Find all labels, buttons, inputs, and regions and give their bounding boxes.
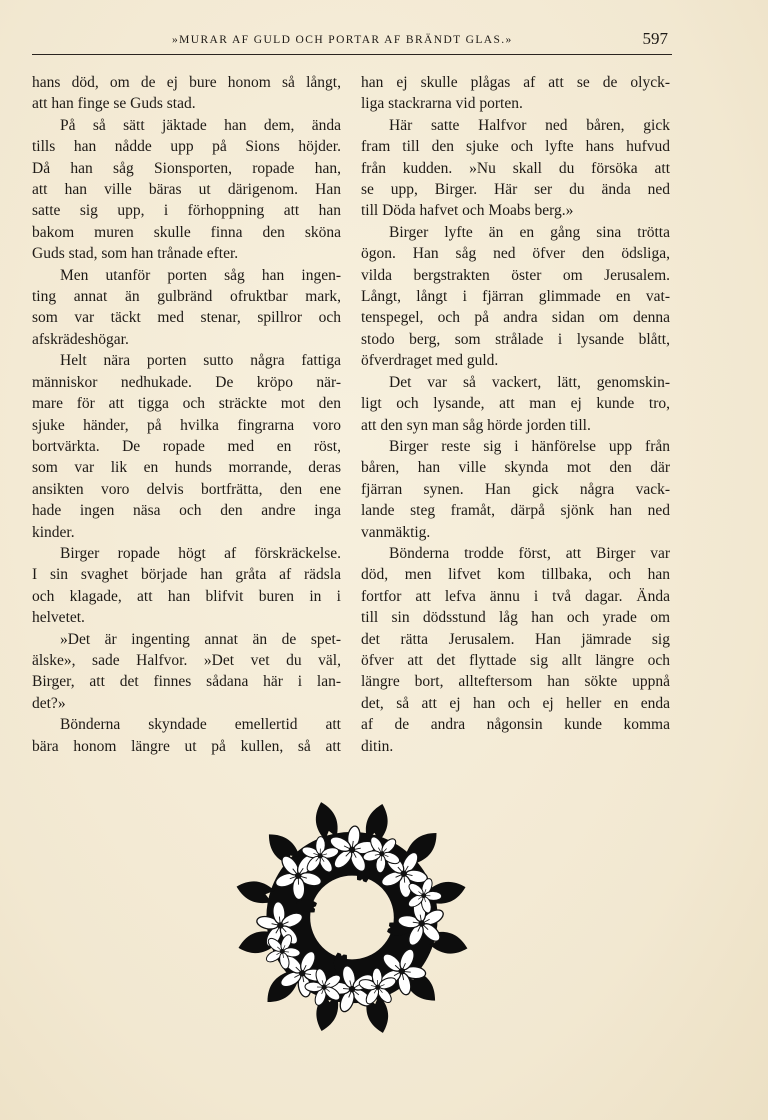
paragraph xyxy=(361,372,670,436)
paragraph xyxy=(361,436,670,543)
text-line: att den syn man såg hörde jorden till. xyxy=(361,416,591,434)
text-line: ditin. xyxy=(361,737,394,755)
text-line: sjuke händer, på hvilka fingrarna voro xyxy=(32,416,341,434)
text-line: det?» xyxy=(32,694,66,712)
text-line: satte sig upp, i förhoppning att han xyxy=(32,202,341,220)
text-line: det, så att ej han och ej heller en enda xyxy=(361,694,670,712)
text-line: Birger, att det finnes sådana här i lan- xyxy=(32,673,341,691)
text-line: mare för att tigga och sträckte mot den xyxy=(32,395,341,413)
paragraph xyxy=(361,115,670,222)
text-line: älske», sade Halfvor. »Det vet du väl, xyxy=(32,651,341,669)
text-line: Birger ropade högt af förskräckelse. xyxy=(60,544,341,562)
right-column xyxy=(361,72,670,757)
text-line: vanmäktig. xyxy=(361,523,431,541)
text-line: tenspegel, och på andra sidan om denna xyxy=(361,309,670,327)
paragraph xyxy=(32,350,341,543)
text-line: hade ingen näsa och den andre inga xyxy=(32,502,341,520)
text-line: Här satte Halfvor ned båren, gick xyxy=(389,116,670,134)
flower-wreath-icon xyxy=(232,800,472,1035)
text-line: Helt nära porten sutto några fattiga xyxy=(60,352,341,370)
text-line: till Döda hafvet och Moabs berg.» xyxy=(361,202,574,220)
text-line: se upp, Birger. Här ser du ända ned xyxy=(361,181,670,199)
paragraph xyxy=(361,222,670,372)
text-line: båren, han ville skynda mot den där xyxy=(361,459,670,477)
text-line: ögon. Han såg ned öfver den ödsliga, xyxy=(361,245,670,263)
text-line: det rätta Jerusalem. Han jämrade sig xyxy=(361,630,670,648)
text-line: stodo berg, som strålade i lysande blått, xyxy=(361,330,670,348)
text-line: Bönderna skyndade emellertid att xyxy=(60,716,341,734)
text-line: som var täckt med stenar, spillror och xyxy=(32,309,341,327)
text-line: fortfor att lefva ännu i två dagar. Ända xyxy=(361,587,670,605)
paragraph xyxy=(32,543,341,629)
paragraph xyxy=(32,72,341,115)
text-line: helvetet. xyxy=(32,609,85,627)
text-line: som var lik en hunds morrande, deras xyxy=(32,459,341,477)
paragraph xyxy=(361,543,670,757)
text-line: På så sätt jäktade han dem, ända xyxy=(60,116,341,134)
text-line: ligt och lysande, att man ej kunde tro, xyxy=(361,395,670,413)
page-number: 597 xyxy=(642,29,668,48)
text-line: människor nedhukade. De kröpo när- xyxy=(32,373,341,391)
paragraph xyxy=(32,714,341,757)
text-line: Det var så vackert, lätt, genomskin- xyxy=(389,373,670,391)
text-line: Bönderna trodde först, att Birger var xyxy=(389,544,670,562)
text-line: att han ville bäras ut därigenom. Han xyxy=(32,181,341,199)
running-title: »MURAR AF GULD OCH PORTAR AF BRÄNDT GLAS.» xyxy=(172,34,513,46)
paragraph xyxy=(361,72,670,115)
paragraph xyxy=(32,115,341,265)
text-line: ansikten voro delvis bortfrätta, den ene xyxy=(32,480,341,498)
text-line: fram till den sjuke och lyfte hans hufvud xyxy=(361,138,670,156)
text-line: till sin dödsstund låg han och yrade om xyxy=(361,609,670,627)
text-line: fjärran synen. Han gick några vack- xyxy=(361,480,670,498)
text-line: »Det är ingenting annat än de spet- xyxy=(60,630,341,648)
text-line: längre bort, allteftersom han sökte uppnå xyxy=(361,673,670,691)
left-column xyxy=(32,72,341,757)
text-line: Birger lyfte än en gång sina trötta xyxy=(389,223,670,241)
text-line: afskrädeshögar. xyxy=(32,330,129,348)
text-line: bära honom längre ut på kullen, så att xyxy=(32,737,341,755)
text-line: lande steg framåt, därpå sjönk han ned xyxy=(361,502,670,520)
text-line: bortvärkta. De ropade med en röst, xyxy=(32,437,341,455)
paragraph xyxy=(32,265,341,351)
text-line: ting annat än gulbränd ofruktbar mark, xyxy=(32,288,341,306)
text-line: öfverdraget med guld. xyxy=(361,352,499,370)
text-line: från kudden. »Nu skall du försöka att xyxy=(361,159,670,177)
text-line: kinder. xyxy=(32,523,75,541)
text-line: Guds stad, som han trånade efter. xyxy=(32,245,239,263)
text-line: död, men lifvet kom tillbaka, och han xyxy=(361,566,670,584)
text-line: han ej skulle plågas af att se de olyck- xyxy=(361,74,670,91)
text-line: Då han såg Sionsporten, ropade han, xyxy=(32,159,341,177)
text-line: I sin svaghet började han gråta af rädsla xyxy=(32,566,341,584)
text-line: af de andra någonsin kunde komma xyxy=(361,716,670,734)
text-line: att han finge se Guds stad. xyxy=(32,95,196,113)
text-line: vilda bergstrakten öster om Jerusalem. xyxy=(361,266,670,284)
paragraph xyxy=(32,629,341,715)
running-header xyxy=(32,28,672,55)
text-line: öfver att det flyttade sig allt längre och xyxy=(361,651,670,669)
text-line: bakom muren skulle finna den sköna xyxy=(32,223,341,241)
text-line: liga stackrarna vid porten. xyxy=(361,95,523,113)
text-line: Birger reste sig i hänförelse upp från xyxy=(389,437,670,455)
text-line: Men utanför porten såg han ingen- xyxy=(60,266,341,284)
text-line: tills han nådde upp på Sions höjder. xyxy=(32,138,341,156)
text-line: Långt, långt i fjärran glimmade en vat- xyxy=(361,288,670,306)
text-line: hans död, om de ej bure honom så långt, xyxy=(32,74,341,91)
text-line: och klagade, att han blifvit buren in i xyxy=(32,587,341,605)
